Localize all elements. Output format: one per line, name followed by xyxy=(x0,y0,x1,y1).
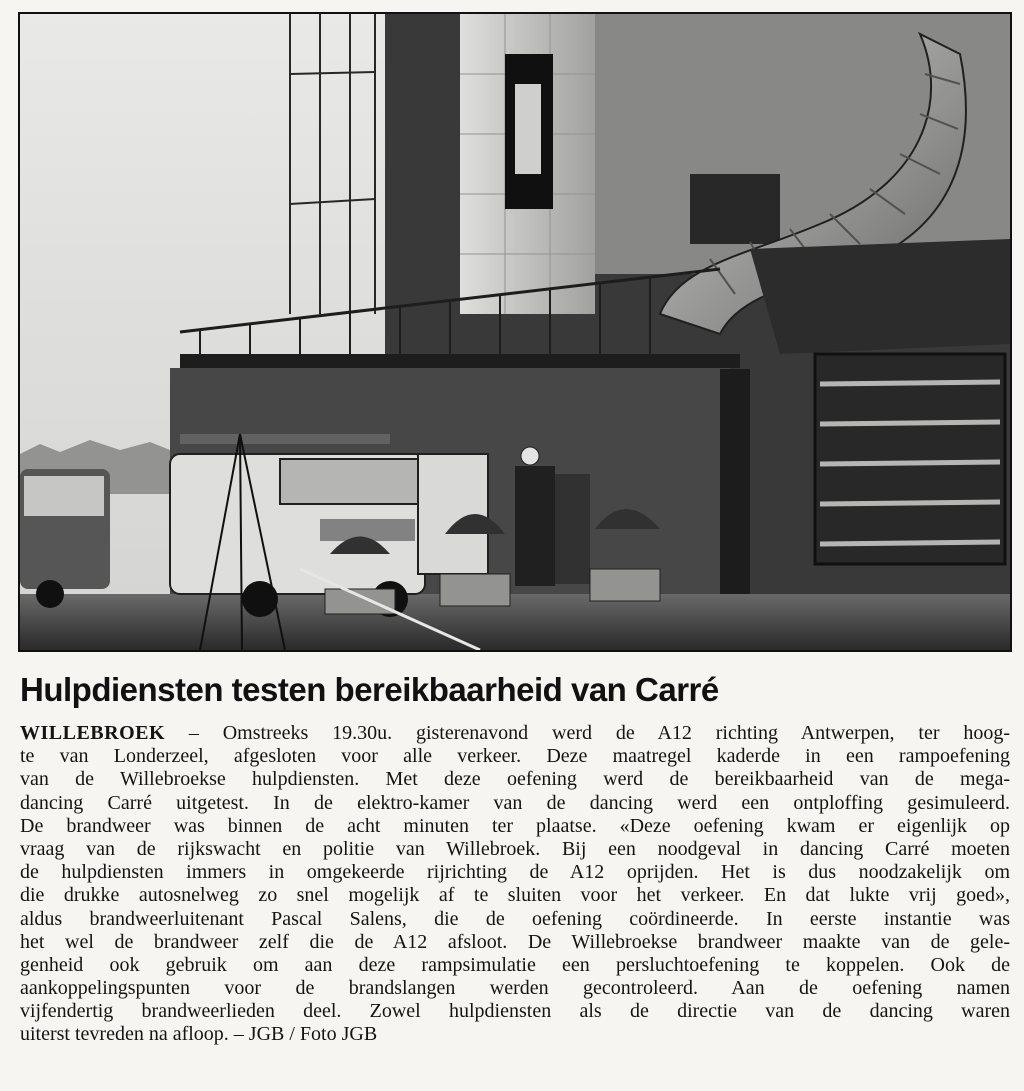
photo-illustration xyxy=(20,14,1010,650)
article-body xyxy=(20,722,1010,1047)
article-line xyxy=(20,722,1010,745)
article-line: aldus brandweerluitenant Pascal Salens, die de oefening coördineerde. In eerste instantie was xyxy=(20,907,1010,930)
article-line-text: – Omstreeks 19.30u. gisterenavond werd de A12 richting Antwerpen, ter hoog- xyxy=(165,722,1010,744)
article-headline: Hulpdiensten testen bereikbaarheid van Carré xyxy=(20,671,719,708)
article-line: vraag van de rijkswacht en politie van Willebroek. Bij een noodgeval in dancing Carré moeten xyxy=(20,837,1010,860)
article-line: genheid ook gebruik om aan deze rampsimulatie een persluchtoefening te koppelen. Ook de xyxy=(20,953,1010,976)
article-line: van de Willebroekse hulpdiensten. Met deze oefening werd de bereikbaarheid van de mega- xyxy=(20,768,1010,791)
article-line: die drukke autosnelweg zo snel mogelijk af te sluiten voor het verkeer. En dat lukte vrij goed», xyxy=(20,884,1010,907)
article-dateline: WILLEBROEK xyxy=(20,722,166,744)
article-line: de hulpdiensten immers in omgekeerde rijrichting de A12 oprijden. Het is dus noodzakelijk om xyxy=(20,861,1010,884)
article-line: aankoppelingspunten voor de brandslangen werden gecontroleerd. Aan de oefening namen xyxy=(20,977,1010,1000)
article-line: het wel de brandweer zelf die de A12 afsloot. De Willebroekse brandweer maakte van de gele- xyxy=(20,930,1010,953)
article-line: uiterst tevreden na afloop. – JGB / Foto JGB xyxy=(20,1023,378,1046)
article-line: De brandweer was binnen de acht minuten ter plaatse. «Deze oefening kwam er eigenlijk op xyxy=(20,814,1010,837)
article-line: dancing Carré uitgetest. In de elektro-kamer van de dancing werd een ontploffing gesimuleerd. xyxy=(20,791,1010,814)
photo-grain xyxy=(20,14,1010,650)
news-photo xyxy=(18,12,1012,652)
article-line: vijfendertig brandweerlieden deel. Zowel hulpdiensten als de directie van de dancing waren xyxy=(20,1000,1010,1023)
article-line: te van Londerzeel, afgesloten voor alle verkeer. Deze maatregel kaderde in een rampoefening xyxy=(20,745,1010,768)
